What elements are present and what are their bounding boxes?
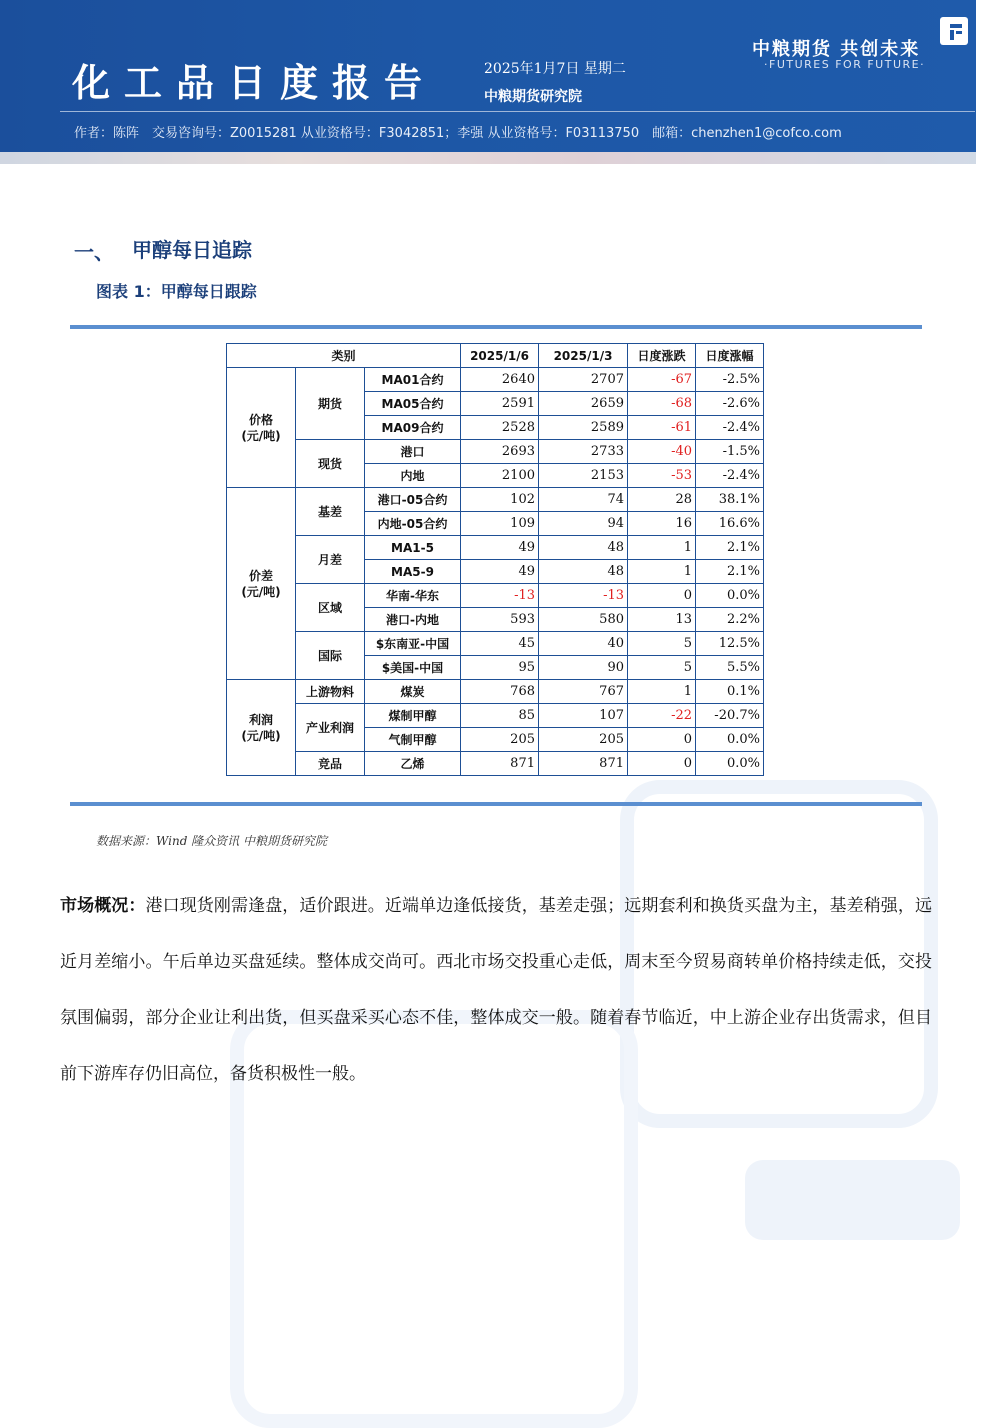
item-cell: $美国-中国 <box>365 656 461 680</box>
table-row <box>227 440 764 464</box>
value-cell: 40 <box>539 632 628 656</box>
table-row <box>227 752 764 776</box>
value-cell: -2.5% <box>696 368 764 392</box>
item-cell: 煤炭 <box>365 680 461 704</box>
value-cell: 767 <box>539 680 628 704</box>
value-cell: 871 <box>539 752 628 776</box>
table-header-row <box>227 344 764 368</box>
header-cell: 日度涨幅 <box>696 344 764 368</box>
subcategory-cell: 期货 <box>296 368 365 440</box>
value-cell: -67 <box>628 368 696 392</box>
data-source: 数据来源：Wind 隆众资讯 中粮期货研究院 <box>96 834 328 848</box>
value-cell: 2640 <box>461 368 539 392</box>
figure-top-rule <box>70 325 922 329</box>
item-cell: 内地-05合约 <box>365 512 461 536</box>
header-divider <box>60 111 975 112</box>
table-row <box>227 680 764 704</box>
table-row <box>227 368 764 392</box>
value-cell: 0.1% <box>696 680 764 704</box>
cofco-logo-icon <box>940 17 968 45</box>
value-cell: 109 <box>461 512 539 536</box>
header-banner <box>0 0 976 152</box>
value-cell: -2.4% <box>696 464 764 488</box>
category-cell: 价差 (元/吨) <box>227 488 296 680</box>
value-cell: -13 <box>461 584 539 608</box>
item-cell: MA1-5 <box>365 536 461 560</box>
value-cell: 2.1% <box>696 536 764 560</box>
value-cell: 0 <box>628 752 696 776</box>
value-cell: 2707 <box>539 368 628 392</box>
item-cell: 港口-05合约 <box>365 488 461 512</box>
value-cell: 0 <box>628 584 696 608</box>
subcategory-cell: 国际 <box>296 632 365 680</box>
section-number: 一、 <box>74 240 114 264</box>
value-cell: 2693 <box>461 440 539 464</box>
value-cell: 5 <box>628 656 696 680</box>
item-cell: 港口-内地 <box>365 608 461 632</box>
value-cell: 28 <box>628 488 696 512</box>
value-cell: 48 <box>539 560 628 584</box>
value-cell: -2.4% <box>696 416 764 440</box>
item-cell: MA09合约 <box>365 416 461 440</box>
value-cell: 48 <box>539 536 628 560</box>
value-cell: 16.6% <box>696 512 764 536</box>
header-category: 类别 <box>227 344 461 368</box>
item-cell: 煤制甲醇 <box>365 704 461 728</box>
subcategory-cell: 区域 <box>296 584 365 632</box>
summary-text: 港口现货刚需逢盘，适价跟进。近端单边逢低接货，基差走强；远期套利和换货买盘为主，基差稍强，远近月差缩小。午后单边买盘延续。整体成交尚可。西北市场交投重心走低，周末至今贸易商转单价格持续走低，交投氛围偏弱，部分企业让利出货，但买盘采买心态不佳，整体成交一般。随着春节临近，中上游企业存出货需求，但目前下游库存仍旧高位，备货积极性一般。 <box>60 896 932 1084</box>
value-cell: 90 <box>539 656 628 680</box>
item-cell: 内地 <box>365 464 461 488</box>
methanol-tracking-table <box>226 343 764 776</box>
item-cell: 港口 <box>365 440 461 464</box>
report-date: 2025年1月7日 星期二 <box>484 61 626 77</box>
brand-slogan: 中粮期货 共创未来 <box>752 39 921 60</box>
watermark-shape <box>745 1160 960 1240</box>
value-cell: 205 <box>461 728 539 752</box>
value-cell: 593 <box>461 608 539 632</box>
value-cell: -40 <box>628 440 696 464</box>
value-cell: 0.0% <box>696 752 764 776</box>
item-cell: $东南亚-中国 <box>365 632 461 656</box>
value-cell: -53 <box>628 464 696 488</box>
item-cell: 气制甲醇 <box>365 728 461 752</box>
value-cell: 871 <box>461 752 539 776</box>
value-cell: 2.1% <box>696 560 764 584</box>
market-summary <box>60 878 932 1102</box>
subcategory-cell: 月差 <box>296 536 365 584</box>
value-cell: 13 <box>628 608 696 632</box>
value-cell: -22 <box>628 704 696 728</box>
value-cell: 1 <box>628 560 696 584</box>
table-row <box>227 704 764 728</box>
subcategory-cell: 产业利润 <box>296 704 365 752</box>
value-cell: 5 <box>628 632 696 656</box>
value-cell: 2733 <box>539 440 628 464</box>
value-cell: 5.5% <box>696 656 764 680</box>
value-cell: 85 <box>461 704 539 728</box>
value-cell: 580 <box>539 608 628 632</box>
value-cell: 2528 <box>461 416 539 440</box>
item-cell: 乙烯 <box>365 752 461 776</box>
value-cell: -20.7% <box>696 704 764 728</box>
category-cell: 价格 (元/吨) <box>227 368 296 488</box>
item-cell: 华南-华东 <box>365 584 461 608</box>
value-cell: 0.0% <box>696 584 764 608</box>
institute-name: 中粮期货研究院 <box>484 89 582 105</box>
value-cell: 49 <box>461 560 539 584</box>
subcategory-cell: 上游物料 <box>296 680 365 704</box>
value-cell: -61 <box>628 416 696 440</box>
value-cell: -13 <box>539 584 628 608</box>
value-cell: 0 <box>628 728 696 752</box>
header-cell: 2025/1/6 <box>461 344 539 368</box>
item-cell: MA5-9 <box>365 560 461 584</box>
value-cell: 49 <box>461 536 539 560</box>
value-cell: 2153 <box>539 464 628 488</box>
category-cell: 利润 (元/吨) <box>227 680 296 776</box>
value-cell: 45 <box>461 632 539 656</box>
value-cell: 95 <box>461 656 539 680</box>
summary-lead: 市场概况： <box>60 896 146 916</box>
value-cell: 2591 <box>461 392 539 416</box>
table-row <box>227 632 764 656</box>
value-cell: 94 <box>539 512 628 536</box>
value-cell: 1 <box>628 536 696 560</box>
section-title: 甲醇每日追踪 <box>132 238 252 262</box>
value-cell: 74 <box>539 488 628 512</box>
subcategory-cell: 竞品 <box>296 752 365 776</box>
value-cell: 768 <box>461 680 539 704</box>
value-cell: 38.1% <box>696 488 764 512</box>
value-cell: 0.0% <box>696 728 764 752</box>
value-cell: 12.5% <box>696 632 764 656</box>
subcategory-cell: 基差 <box>296 488 365 536</box>
item-cell: MA01合约 <box>365 368 461 392</box>
value-cell: -68 <box>628 392 696 416</box>
value-cell: -1.5% <box>696 440 764 464</box>
value-cell: 2.2% <box>696 608 764 632</box>
header-decoration <box>0 152 976 164</box>
value-cell: 205 <box>539 728 628 752</box>
brand-slogan-en: ·FUTURES FOR FUTURE· <box>764 58 926 71</box>
value-cell: 16 <box>628 512 696 536</box>
table-row <box>227 488 764 512</box>
value-cell: 2659 <box>539 392 628 416</box>
table-row <box>227 584 764 608</box>
value-cell: -2.6% <box>696 392 764 416</box>
value-cell: 102 <box>461 488 539 512</box>
header-cell: 日度涨跌 <box>628 344 696 368</box>
header-cell: 2025/1/3 <box>539 344 628 368</box>
table-row <box>227 536 764 560</box>
subcategory-cell: 现货 <box>296 440 365 488</box>
value-cell: 107 <box>539 704 628 728</box>
report-title: 化工品日度报告 <box>72 61 437 105</box>
author-info: 作者：陈阵 交易咨询号：Z0015281 从业资格号：F3042851；李强 从业资格号：F03113750 邮箱：chenzhen1@cofco.com <box>74 126 842 141</box>
value-cell: 2100 <box>461 464 539 488</box>
item-cell: MA05合约 <box>365 392 461 416</box>
value-cell: 2589 <box>539 416 628 440</box>
figure-title: 图表 1：甲醇每日跟踪 <box>96 282 257 301</box>
value-cell: 1 <box>628 680 696 704</box>
figure-bottom-rule <box>70 802 922 806</box>
